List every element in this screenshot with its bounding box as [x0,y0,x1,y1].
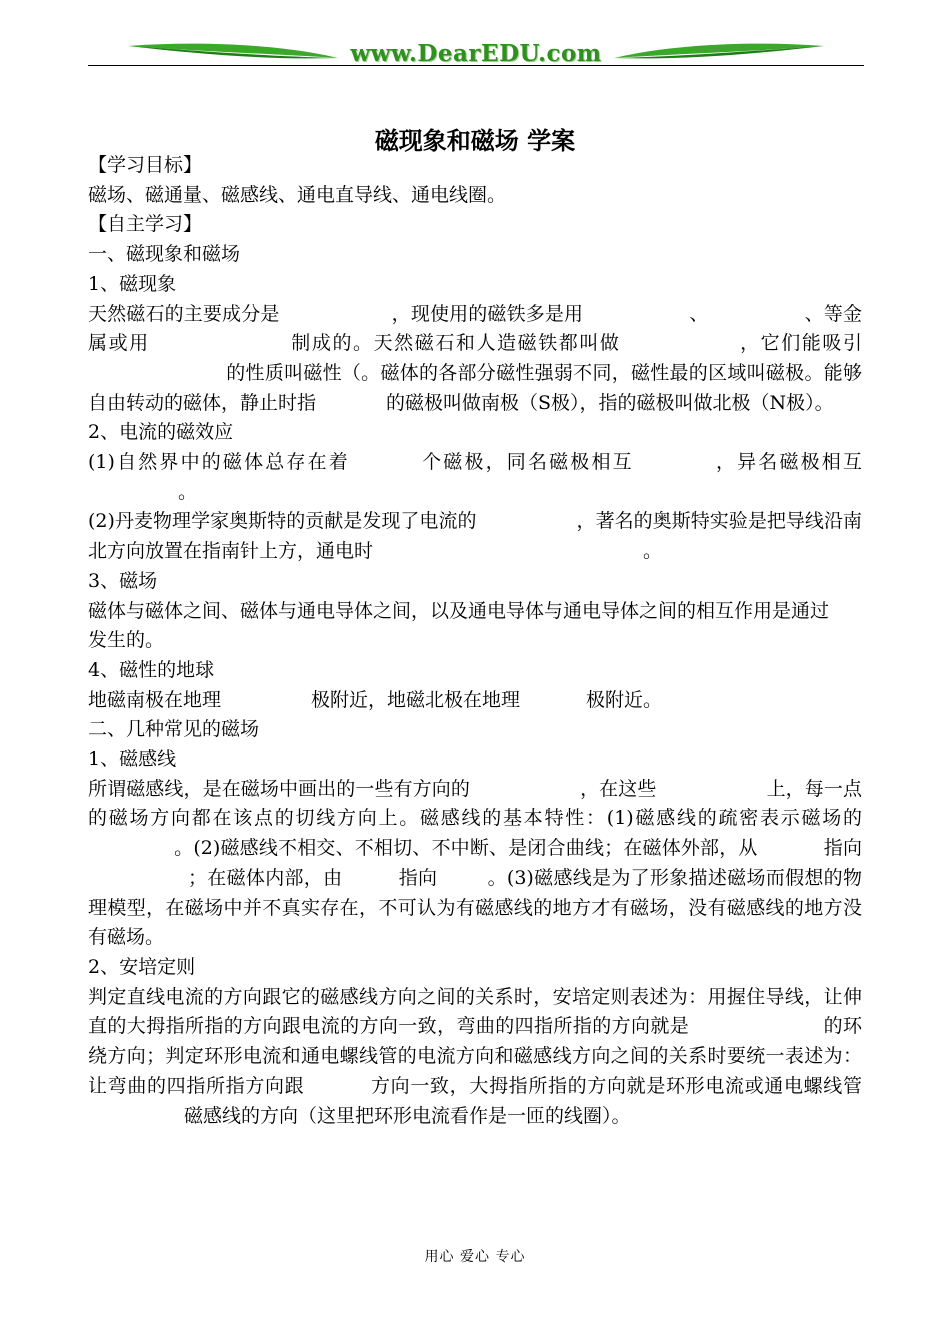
sub6-heading: 2、安培定则 [88,955,196,978]
sub1-heading: 1、磁现象 [88,272,177,295]
text-run: 等金属或用 [88,302,862,355]
sub1-paragraph [88,300,862,419]
sub2-paragraph-2 [88,507,862,566]
sub6-paragraph [88,983,862,1132]
part2-heading: 二、几种常见的磁场 [88,718,260,741]
sub3-heading: 3、磁场 [88,569,158,592]
text-run: 。(3)磁感线是为了形象描述磁场而假想的物理模型，在磁场中并不真实存在，不可认为有磁感线的地方才有磁场，没有磁感线的地方没有磁场。 [88,866,862,949]
self-study-heading: 【自主学习】 [88,213,203,236]
page-footer: 用心 爱心 专心 [424,1249,526,1265]
text-run: 。(2)磁感线不相交、不相切、不中断、是闭合曲线；在磁体外部，从 [174,837,758,860]
text-run: 、 [689,302,709,325]
site-url-logo: www.DearEDU.com [350,40,602,67]
goal-text: 磁场、磁通量、磁感线、通电直导线、通电线圈。 [88,183,507,206]
sub2-heading: 2、电流的磁效应 [88,421,234,444]
sub5-paragraph [88,775,862,953]
text-run: 上，每一点的磁场方向都在该点的切线方向上。磁感线的基本特性：(1)磁感线的疏密表示磁场的 [88,777,862,830]
text-run: ，现使用的磁铁多是用 [391,302,584,325]
part1-heading: 一、磁现象和磁场 [88,243,241,266]
text-run: (1)自然界中的磁体总存在着 [88,451,350,474]
text-run: 指向 [398,866,438,889]
text-run: 磁感线的方向（这里把环形电流看作是一匝的线圈）。 [184,1104,631,1127]
sub5-heading: 1、磁感线 [88,748,177,771]
text-run: 方向一致，大拇指所指的方向就是环形电流或通电螺线管 [370,1074,862,1097]
text-run: 的性质叫磁性（。磁体的各部分磁性强弱不同，磁性最的区域叫磁极。能够自由转动的磁体，静止时指 [88,361,862,414]
text-run: 天然磁石的主要成分是 [88,302,280,325]
text-run: 极附近，地磁北极在地理 [311,688,521,711]
text-run: ，在这些 [579,777,657,800]
text-run: 、 [804,302,824,325]
text-run: 所谓磁感线，是在磁场中画出的一些有方向的 [88,777,470,800]
text-run: ；在磁体内部，由 [188,866,343,889]
text-run: 的环绕方向；判定环形电流和通电螺线管的电流方向和磁感线方向之间的关系时要统一表述为：让弯曲的四指所指方向跟 [88,1015,862,1097]
text-run: ，异名磁极相互 [713,451,862,474]
sub4-heading: 4、磁性的地球 [88,658,215,681]
sub4-paragraph [88,686,862,716]
sub3-paragraph-1: 磁体与磁体之间、磁体与通电导体之间，以及通电导体与通电导体之间的相互作用是通过 [88,599,830,622]
text-run: 地磁南极在地理 [88,688,222,711]
text-run: 个磁极，同名磁极相互 [419,451,634,474]
text-run: 制成的。天然磁石和人造磁铁都叫做 [289,332,621,355]
text-run: 指向 [823,837,862,860]
text-run: 。 [643,540,663,563]
text-run: 的磁极叫做南极（S极），指的磁极叫做北极（N极）。 [386,391,834,414]
text-run: ，著名的奥斯特实验是把导线沿南北方向放置在指南针上方，通电时 [88,510,862,563]
text-run: 。 [178,480,198,503]
text-run: (2)丹麦物理学家奥斯特的贡献是发现了电流的 [88,510,477,533]
page-title: 磁现象和磁场 学案 [374,127,576,155]
sub2-paragraph-1 [88,448,862,507]
sub3-paragraph-2: 发生的。 [88,629,165,652]
text-run: 判定直线电流的方向跟它的磁感线方向之间的关系时，安培定则表述为：用握住导线，让伸直的大拇指所指的方向跟电流的方向一致，弯曲的四指所指的方向就是 [88,985,862,1038]
document-body [88,151,862,1131]
text-run: ，它们能吸引 [738,332,862,355]
goal-heading: 【学习目标】 [88,154,203,176]
text-run: 极附近。 [586,688,663,711]
header-divider [88,65,864,66]
